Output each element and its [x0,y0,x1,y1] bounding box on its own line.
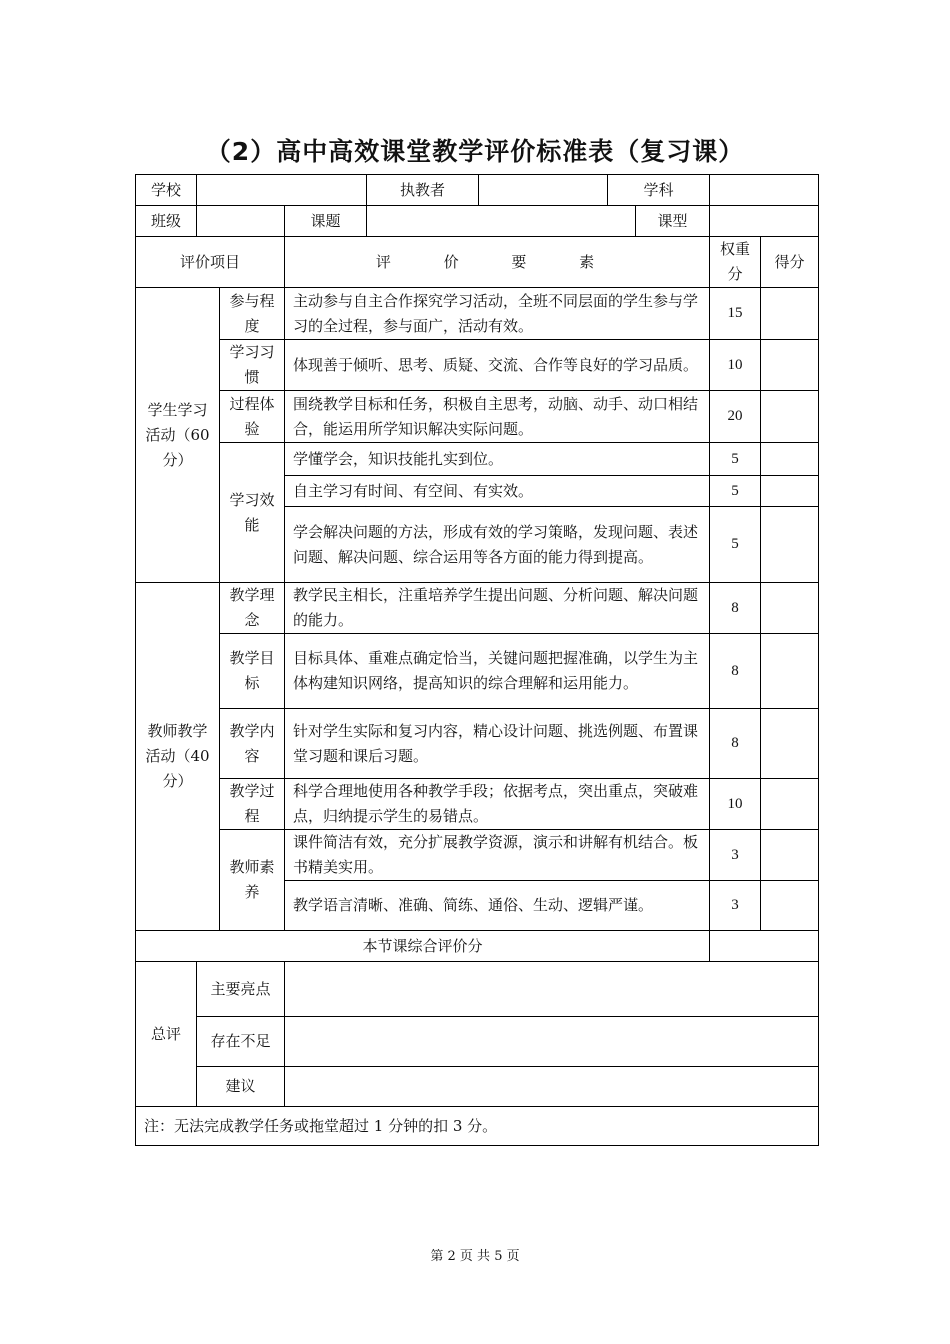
subject-label: 学科 [608,175,710,206]
criterion-label: 教学目标 [220,634,285,709]
criterion-text: 体现善于倾听、思考、质疑、交流、合作等良好的学习品质。 [285,340,710,391]
class-label: 班级 [136,206,197,237]
shortcomings-label: 存在不足 [197,1017,285,1067]
score-cell[interactable] [761,830,819,881]
overall-score-label: 本节课综合评价分 [136,931,710,962]
page-title: （2）高中高效课堂教学评价标准表（复习课） [205,137,745,166]
score-cell[interactable] [761,634,819,709]
score-cell[interactable] [761,443,819,476]
weight-value: 5 [710,443,761,476]
school-field[interactable] [197,175,367,206]
highlights-label: 主要亮点 [197,962,285,1017]
type-label: 课型 [636,206,710,237]
weight-value: 5 [710,476,761,507]
criterion-label: 过程体验 [220,391,285,443]
score-cell[interactable] [761,391,819,443]
criterion-text: 教学民主相长，注重培养学生提出问题、分析问题、解决问题的能力。 [285,583,710,634]
criterion-label: 参与程度 [220,288,285,340]
col-score-header: 得分 [761,237,819,288]
criterion-label: 教师素养 [220,830,285,931]
weight-value: 10 [710,779,761,830]
score-cell[interactable] [761,340,819,391]
col-elements-header: 评 价 要 素 [285,237,710,288]
suggestions-label: 建议 [197,1067,285,1107]
student-section-label: 学生学习活动（60分） [136,288,220,583]
criterion-text: 针对学生实际和复习内容，精心设计问题、挑选例题、布置课堂习题和课后习题。 [285,709,710,779]
criterion-text: 目标具体、重难点确定恰当，关键问题把握准确，以学生为主体构建知识网络，提高知识的综合理解和运用能力。 [285,634,710,709]
col-item-header: 评价项目 [136,237,285,288]
score-cell[interactable] [761,507,819,583]
score-cell[interactable] [761,779,819,830]
weight-value: 8 [710,583,761,634]
criterion-text: 围绕教学目标和任务，积极自主思考，动脑、动手、动口相结合，能运用所学知识解决实际问题。 [285,391,710,443]
evaluation-table [135,174,819,1146]
criterion-text: 自主学习有时间、有空间、有实效。 [285,476,710,507]
topic-field[interactable] [367,206,636,237]
school-label: 学校 [136,175,197,206]
criterion-label: 教学内容 [220,709,285,779]
criterion-text: 教学语言清晰、准确、简练、通俗、生动、逻辑严谨。 [285,881,710,931]
criterion-text: 课件简洁有效，充分扩展教学资源，演示和讲解有机结合。板书精美实用。 [285,830,710,881]
class-field[interactable] [197,206,285,237]
weight-value: 20 [710,391,761,443]
weight-value: 5 [710,507,761,583]
teacher-section-label: 教师教学活动（40分） [136,583,220,931]
summary-label: 总评 [136,962,197,1107]
criterion-text: 学会解决问题的方法，形成有效的学习策略，发现问题、表述问题、解决问题、综合运用等各方面的能力得到提高。 [285,507,710,583]
suggestions-field[interactable] [285,1067,819,1107]
subject-field[interactable] [710,175,819,206]
weight-value: 3 [710,830,761,881]
criterion-label: 学习效能 [220,443,285,583]
criterion-label: 教学过程 [220,779,285,830]
page-footer: 第 2 页 共 5 页 [430,1249,520,1264]
score-cell[interactable] [761,709,819,779]
criterion-text: 学懂学会，知识技能扎实到位。 [285,443,710,476]
weight-value: 10 [710,340,761,391]
teacher-field[interactable] [479,175,608,206]
score-cell[interactable] [761,288,819,340]
score-cell[interactable] [761,476,819,507]
topic-label: 课题 [285,206,367,237]
weight-value: 15 [710,288,761,340]
weight-value: 8 [710,634,761,709]
criterion-text: 科学合理地使用各种教学手段；依据考点，突出重点，突破难点，归纳提示学生的易错点。 [285,779,710,830]
col-weight-header: 权重分 [710,237,761,288]
criterion-label: 教学理念 [220,583,285,634]
overall-score-field[interactable] [710,931,819,962]
weight-value: 3 [710,881,761,931]
weight-value: 8 [710,709,761,779]
shortcomings-field[interactable] [285,1017,819,1067]
type-field[interactable] [710,206,819,237]
teacher-label: 执教者 [367,175,479,206]
criterion-text: 主动参与自主合作探究学习活动，全班不同层面的学生参与学习的全过程，参与面广，活动有效。 [285,288,710,340]
note: 注：无法完成教学任务或拖堂超过 1 分钟的扣 3 分。 [136,1107,819,1146]
score-cell[interactable] [761,881,819,931]
criterion-label: 学习习惯 [220,340,285,391]
score-cell[interactable] [761,583,819,634]
highlights-field[interactable] [285,962,819,1017]
